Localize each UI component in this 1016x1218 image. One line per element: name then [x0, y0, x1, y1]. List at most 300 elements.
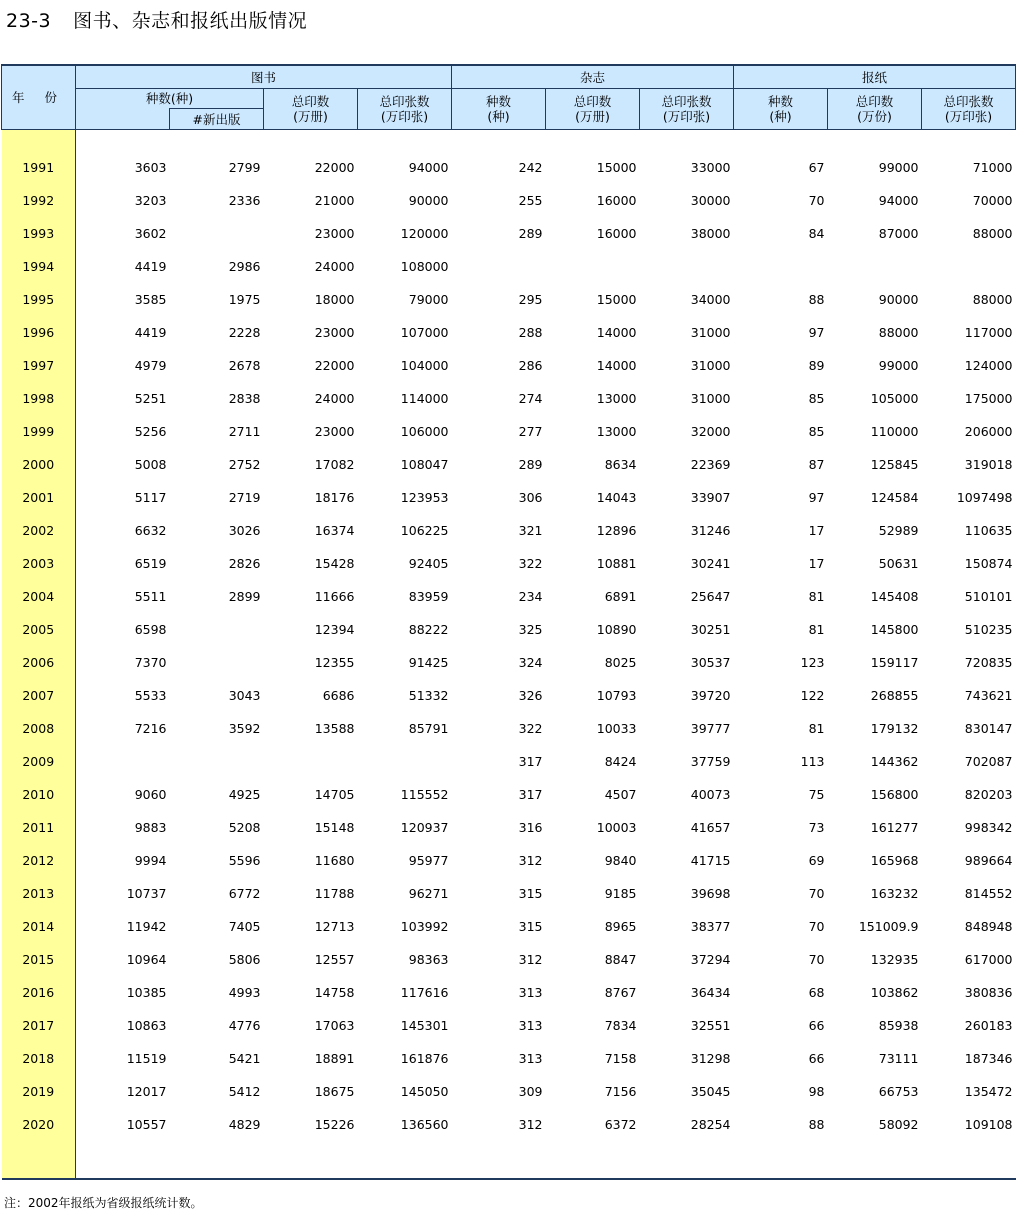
value-cell: 510101	[964, 589, 1013, 604]
value-cell: 120000	[400, 226, 449, 241]
value-cell: 17	[808, 523, 825, 538]
value-cell: 52989	[878, 523, 919, 538]
value-cell: 39698	[690, 886, 731, 901]
value-cell: 7156	[604, 1084, 637, 1099]
value-cell: 322	[518, 556, 543, 571]
newspapers-group-header: 报纸	[734, 65, 1016, 89]
table-row	[2, 803, 1016, 836]
value-cell: 33907	[690, 490, 731, 505]
value-cell: 4507	[604, 787, 637, 802]
value-cell: 5251	[134, 391, 167, 406]
value-cell: 179132	[870, 721, 919, 736]
year-cell: 2005	[2, 605, 76, 638]
value-cell: 5008	[134, 457, 167, 472]
value-cell	[546, 242, 640, 275]
value-cell: 73	[808, 820, 825, 835]
value-cell: 16000	[596, 226, 637, 241]
value-cell: 380836	[964, 985, 1013, 1000]
value-cell: 88222	[408, 622, 449, 637]
value-cell: 66	[808, 1051, 825, 1066]
value-cell: 2826	[228, 556, 261, 571]
table-title	[6, 6, 307, 33]
value-cell: 16000	[596, 193, 637, 208]
value-cell	[828, 242, 922, 275]
value-cell: 37759	[690, 754, 731, 769]
value-cell: 18675	[314, 1084, 355, 1099]
table-title-text: 图书、杂志和报纸出版情况	[73, 10, 308, 32]
year-cell: 2014	[2, 902, 76, 935]
value-cell: 8965	[604, 919, 637, 934]
table-row	[2, 770, 1016, 803]
value-cell: 105000	[870, 391, 919, 406]
value-cell: 317	[518, 754, 543, 769]
value-cell: 814552	[964, 886, 1013, 901]
value-cell: 98	[808, 1084, 825, 1099]
value-cell: 92405	[408, 556, 449, 571]
table-row	[2, 968, 1016, 1001]
value-cell: 97	[808, 325, 825, 340]
value-cell: 6519	[134, 556, 167, 571]
year-cell: 1992	[2, 176, 76, 209]
value-cell: 103862	[870, 985, 919, 1000]
year-cell: 2009	[2, 737, 76, 770]
value-cell: 124584	[870, 490, 919, 505]
value-cell: 95977	[408, 853, 449, 868]
value-cell: 31246	[690, 523, 731, 538]
value-cell: 15226	[314, 1117, 355, 1132]
books-group-header: 图书	[76, 65, 452, 89]
value-cell: 122	[800, 688, 825, 703]
value-cell: 9994	[134, 853, 167, 868]
value-cell: 10557	[126, 1117, 167, 1132]
value-cell: 6772	[228, 886, 261, 901]
value-cell: 35045	[690, 1084, 731, 1099]
value-cell: 277	[518, 424, 543, 439]
value-cell: 132935	[870, 952, 919, 967]
value-cell: 23000	[314, 226, 355, 241]
value-cell: 39777	[690, 721, 731, 736]
year-cell: 2001	[2, 473, 76, 506]
value-cell: 75	[808, 787, 825, 802]
value-cell: 989664	[964, 853, 1013, 868]
value-cell: 87	[808, 457, 825, 472]
value-cell: 87000	[878, 226, 919, 241]
year-header: 年 份	[2, 65, 76, 130]
value-cell: 88	[808, 1117, 825, 1132]
value-cell: 6632	[134, 523, 167, 538]
value-cell: 24000	[314, 259, 355, 274]
value-cell: 7370	[134, 655, 167, 670]
year-cell: 1994	[2, 242, 76, 275]
value-cell: 13000	[596, 424, 637, 439]
value-cell: 6891	[604, 589, 637, 604]
value-cell: 12394	[314, 622, 355, 637]
value-cell: 830147	[964, 721, 1013, 736]
value-cell: 702087	[964, 754, 1013, 769]
table-row	[2, 1067, 1016, 1100]
value-cell: 69	[808, 853, 825, 868]
year-cell: 1993	[2, 209, 76, 242]
value-cell: 309	[518, 1084, 543, 1099]
footnote: 注：2002年报纸为省级报纸统计数。	[4, 1196, 203, 1210]
value-cell: 104000	[400, 358, 449, 373]
value-cell: 4925	[228, 787, 261, 802]
table-row	[2, 176, 1016, 209]
value-cell: 11519	[126, 1051, 167, 1066]
value-cell: 40073	[690, 787, 731, 802]
value-cell: 156800	[870, 787, 919, 802]
value-cell: 313	[518, 985, 543, 1000]
value-cell: 325	[518, 622, 543, 637]
value-cell: 145800	[870, 622, 919, 637]
value-cell: 14043	[596, 490, 637, 505]
value-cell: 34000	[690, 292, 731, 307]
year-cell: 2018	[2, 1034, 76, 1067]
value-cell: 107000	[400, 325, 449, 340]
value-cell: 71000	[972, 160, 1013, 175]
value-cell: 5421	[228, 1051, 261, 1066]
table-row	[2, 539, 1016, 572]
value-cell: 4419	[134, 325, 167, 340]
value-cell: 206000	[964, 424, 1013, 439]
value-cell: 288	[518, 325, 543, 340]
value-cell: 289	[518, 226, 543, 241]
value-cell: 106000	[400, 424, 449, 439]
value-cell: 2711	[228, 424, 261, 439]
value-cell: 2899	[228, 589, 261, 604]
value-cell: 145408	[870, 589, 919, 604]
table-row	[2, 605, 1016, 638]
value-cell: 8634	[604, 457, 637, 472]
value-cell: 10863	[126, 1018, 167, 1033]
value-cell: 124000	[964, 358, 1013, 373]
value-cell: 4829	[228, 1117, 261, 1132]
value-cell: 114000	[400, 391, 449, 406]
value-cell: 2678	[228, 358, 261, 373]
year-cell: 2011	[2, 803, 76, 836]
value-cell: 135472	[964, 1084, 1013, 1099]
value-cell: 165968	[870, 853, 919, 868]
table-row	[2, 638, 1016, 671]
value-cell: 38000	[690, 226, 731, 241]
value-cell: 17	[808, 556, 825, 571]
year-cell: 2020	[2, 1100, 76, 1133]
value-cell: 15000	[596, 160, 637, 175]
value-cell: 151009.9	[858, 919, 919, 934]
value-cell: 90000	[878, 292, 919, 307]
news-prints-header: 总印数 (万份)	[828, 89, 922, 130]
mag-sheets-header: 总印张数 (万印张)	[640, 89, 734, 130]
value-cell: 18176	[314, 490, 355, 505]
value-cell: 70	[808, 952, 825, 967]
value-cell: 39720	[690, 688, 731, 703]
value-cell: 617000	[964, 952, 1013, 967]
value-cell: 10003	[596, 820, 637, 835]
value-cell: 10737	[126, 886, 167, 901]
value-cell: 10890	[596, 622, 637, 637]
value-cell: 8847	[604, 952, 637, 967]
value-cell: 88	[808, 292, 825, 307]
value-cell: 268855	[870, 688, 919, 703]
value-cell: 145301	[400, 1018, 449, 1033]
value-cell: 88000	[972, 292, 1013, 307]
news-sheets-header: 总印张数 (万印张)	[922, 89, 1016, 130]
value-cell: 31000	[690, 325, 731, 340]
value-cell: 30537	[690, 655, 731, 670]
value-cell: 7405	[228, 919, 261, 934]
value-cell: 23000	[314, 424, 355, 439]
value-cell: 5412	[228, 1084, 261, 1099]
value-cell: 319018	[964, 457, 1013, 472]
value-cell: 30241	[690, 556, 731, 571]
value-cell: 312	[518, 853, 543, 868]
value-cell: 7216	[134, 721, 167, 736]
value-cell: 136560	[400, 1117, 449, 1132]
value-cell: 6598	[134, 622, 167, 637]
value-cell: 9185	[604, 886, 637, 901]
year-cell: 2010	[2, 770, 76, 803]
value-cell: 14705	[314, 787, 355, 802]
table-row	[2, 407, 1016, 440]
value-cell: 163232	[870, 886, 919, 901]
value-cell	[170, 605, 264, 638]
value-cell: 123	[800, 655, 825, 670]
value-cell: 11666	[314, 589, 355, 604]
value-cell: 10385	[126, 985, 167, 1000]
value-cell: 22000	[314, 160, 355, 175]
value-cell: 159117	[870, 655, 919, 670]
year-cell: 2008	[2, 704, 76, 737]
value-cell: 312	[518, 952, 543, 967]
value-cell: 66753	[878, 1084, 919, 1099]
value-cell: 51332	[408, 688, 449, 703]
value-cell: 117000	[964, 325, 1013, 340]
value-cell: 41715	[690, 853, 731, 868]
year-cell: 2012	[2, 836, 76, 869]
value-cell: 2228	[228, 325, 261, 340]
value-cell: 2719	[228, 490, 261, 505]
value-cell: 125845	[870, 457, 919, 472]
value-cell: 187346	[964, 1051, 1013, 1066]
value-cell: 110635	[964, 523, 1013, 538]
year-cell: 2002	[2, 506, 76, 539]
year-cell: 2013	[2, 869, 76, 902]
value-cell: 295	[518, 292, 543, 307]
value-cell: 18891	[314, 1051, 355, 1066]
value-cell: 28254	[690, 1117, 731, 1132]
value-cell: 22000	[314, 358, 355, 373]
value-cell: 32551	[690, 1018, 731, 1033]
value-cell: 70000	[972, 193, 1013, 208]
value-cell: 85	[808, 391, 825, 406]
table-row	[2, 869, 1016, 902]
value-cell: 5256	[134, 424, 167, 439]
book-prints-header: 总印数 (万册)	[264, 89, 358, 130]
value-cell	[922, 242, 1016, 275]
table-row	[2, 341, 1016, 374]
value-cell: 11942	[126, 919, 167, 934]
value-cell: 5533	[134, 688, 167, 703]
mag-kinds-header: 种数 (种)	[452, 89, 546, 130]
value-cell: 4993	[228, 985, 261, 1000]
value-cell: 3592	[228, 721, 261, 736]
value-cell: 5596	[228, 853, 261, 868]
value-cell: 3602	[134, 226, 167, 241]
value-cell: 81	[808, 721, 825, 736]
value-cell: 720835	[964, 655, 1013, 670]
value-cell: 13588	[314, 721, 355, 736]
value-cell: 3585	[134, 292, 167, 307]
value-cell: 1975	[228, 292, 261, 307]
value-cell: 32000	[690, 424, 731, 439]
value-cell: 66	[808, 1018, 825, 1033]
value-cell: 81	[808, 589, 825, 604]
book-sheets-header: 总印张数 (万印张)	[358, 89, 452, 130]
value-cell: 68	[808, 985, 825, 1000]
value-cell	[640, 242, 734, 275]
value-cell: 91425	[408, 655, 449, 670]
value-cell: 117616	[400, 985, 449, 1000]
value-cell: 260183	[964, 1018, 1013, 1033]
value-cell: 5117	[134, 490, 167, 505]
value-cell: 30251	[690, 622, 731, 637]
book-kinds-header: 种数(种)	[76, 89, 264, 109]
table-number: 23-3	[6, 10, 52, 32]
table-row	[2, 737, 1016, 770]
value-cell: 11680	[314, 853, 355, 868]
value-cell: 2838	[228, 391, 261, 406]
value-cell	[734, 242, 828, 275]
year-cell: 2000	[2, 440, 76, 473]
value-cell: 161876	[400, 1051, 449, 1066]
value-cell: 3043	[228, 688, 261, 703]
value-cell: 848948	[964, 919, 1013, 934]
value-cell: 21000	[314, 193, 355, 208]
year-cell: 2007	[2, 671, 76, 704]
table-header	[2, 65, 1016, 130]
magazines-group-header: 杂志	[452, 65, 734, 89]
value-cell: 15148	[314, 820, 355, 835]
value-cell: 317	[518, 787, 543, 802]
value-cell: 113	[800, 754, 825, 769]
value-cell: 312	[518, 1117, 543, 1132]
value-cell: 84	[808, 226, 825, 241]
table-row	[2, 209, 1016, 242]
value-cell: 17082	[314, 457, 355, 472]
value-cell: 10964	[126, 952, 167, 967]
value-cell: 85791	[408, 721, 449, 736]
table-row	[2, 572, 1016, 605]
value-cell	[170, 209, 264, 242]
table-row	[2, 506, 1016, 539]
value-cell: 144362	[870, 754, 919, 769]
value-cell: 38377	[690, 919, 731, 934]
value-cell	[76, 737, 170, 770]
value-cell: 23000	[314, 325, 355, 340]
value-cell: 13000	[596, 391, 637, 406]
value-cell: 85938	[878, 1018, 919, 1033]
value-cell: 316	[518, 820, 543, 835]
value-cell: 22369	[690, 457, 731, 472]
value-cell: 286	[518, 358, 543, 373]
value-cell: 67	[808, 160, 825, 175]
value-cell: 5806	[228, 952, 261, 967]
value-cell: 88000	[878, 325, 919, 340]
value-cell: 15000	[596, 292, 637, 307]
table-row	[2, 473, 1016, 506]
value-cell: 79000	[408, 292, 449, 307]
table-row	[2, 704, 1016, 737]
value-cell: 5208	[228, 820, 261, 835]
table-row	[2, 143, 1016, 176]
value-cell: 90000	[408, 193, 449, 208]
value-cell: 96271	[408, 886, 449, 901]
year-cell: 2015	[2, 935, 76, 968]
value-cell: 820203	[964, 787, 1013, 802]
value-cell: 83959	[408, 589, 449, 604]
value-cell: 11788	[314, 886, 355, 901]
value-cell: 123953	[400, 490, 449, 505]
value-cell: 9060	[134, 787, 167, 802]
value-cell: 8767	[604, 985, 637, 1000]
value-cell: 17063	[314, 1018, 355, 1033]
value-cell: 2336	[228, 193, 261, 208]
value-cell: 150874	[964, 556, 1013, 571]
value-cell: 315	[518, 886, 543, 901]
value-cell: 70	[808, 193, 825, 208]
year-cell: 1999	[2, 407, 76, 440]
value-cell: 16374	[314, 523, 355, 538]
value-cell	[264, 737, 358, 770]
year-cell: 1998	[2, 374, 76, 407]
year-cell: 1995	[2, 275, 76, 308]
value-cell: 12896	[596, 523, 637, 538]
value-cell: 510235	[964, 622, 1013, 637]
value-cell: 322	[518, 721, 543, 736]
value-cell: 99000	[878, 358, 919, 373]
value-cell: 743621	[964, 688, 1013, 703]
value-cell: 313	[518, 1051, 543, 1066]
value-cell: 321	[518, 523, 543, 538]
value-cell: 14000	[596, 358, 637, 373]
value-cell: 110000	[870, 424, 919, 439]
value-cell: 58092	[878, 1117, 919, 1132]
year-cell: 2019	[2, 1067, 76, 1100]
value-cell: 12355	[314, 655, 355, 670]
value-cell: 120937	[400, 820, 449, 835]
year-cell: 1991	[2, 143, 76, 176]
value-cell: 4979	[134, 358, 167, 373]
table-row	[2, 374, 1016, 407]
value-cell	[170, 737, 264, 770]
value-cell: 6372	[604, 1117, 637, 1132]
value-cell: 115552	[400, 787, 449, 802]
value-cell: 5511	[134, 589, 167, 604]
table-row	[2, 1100, 1016, 1133]
value-cell: 255	[518, 193, 543, 208]
value-cell: 12713	[314, 919, 355, 934]
value-cell: 8025	[604, 655, 637, 670]
book-new-header: #新出版	[170, 109, 264, 130]
value-cell: 1097498	[956, 490, 1013, 505]
value-cell: 3203	[134, 193, 167, 208]
value-cell: 313	[518, 1018, 543, 1033]
table-row	[2, 671, 1016, 704]
value-cell: 108047	[400, 457, 449, 472]
value-cell: 326	[518, 688, 543, 703]
mag-prints-header: 总印数 (万册)	[546, 89, 640, 130]
value-cell: 9840	[604, 853, 637, 868]
